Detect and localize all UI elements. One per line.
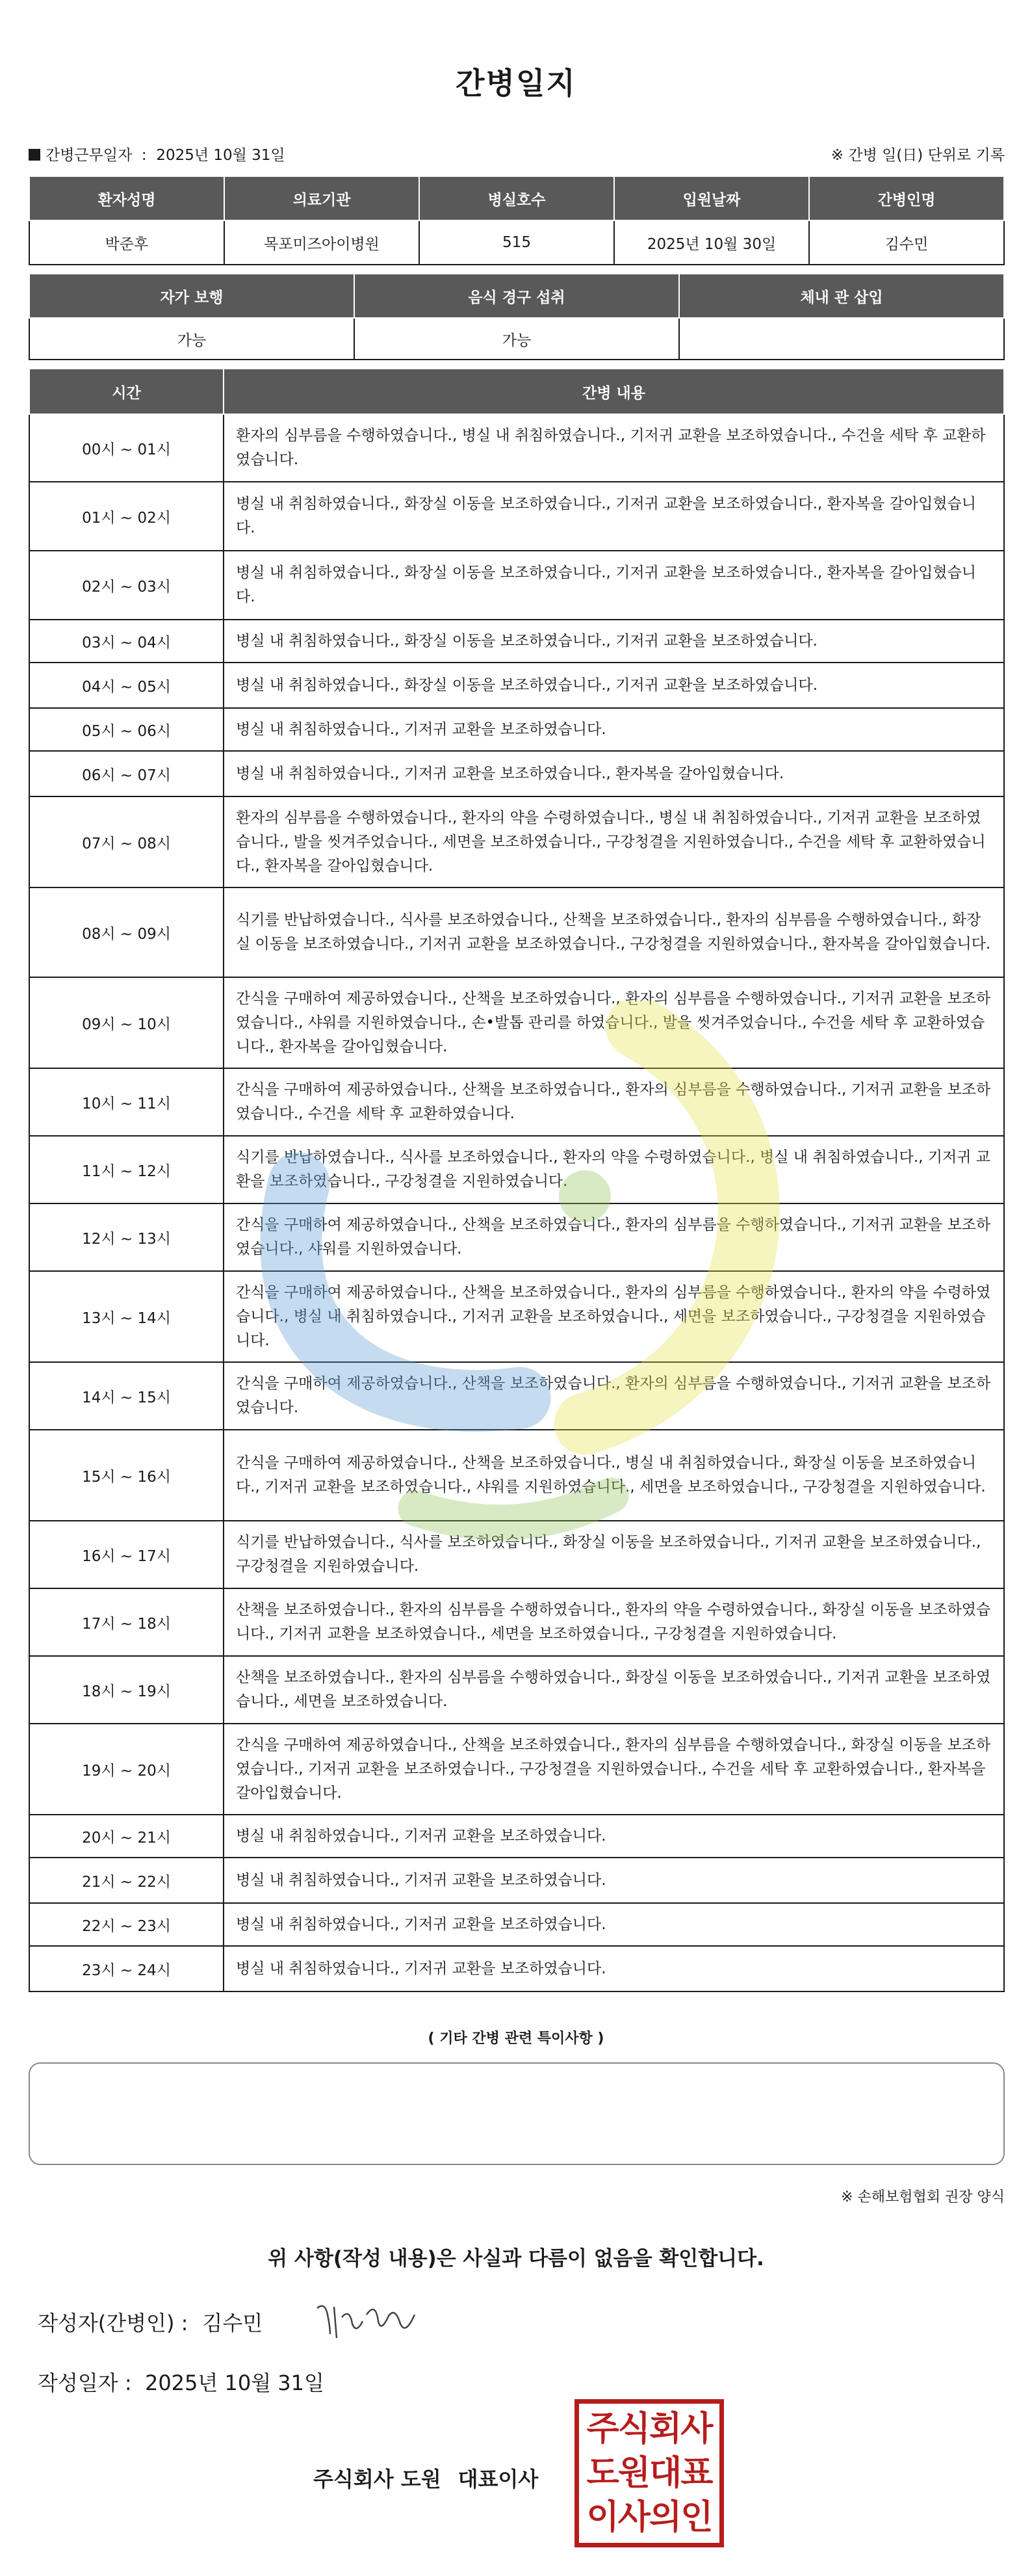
care-log-content: 병실 내 취침하였습니다., 화장실 이동을 보조하였습니다., 기저귀 교환을 보조하였습니다., 환자복을 갈아입혔습니다. [224, 482, 1004, 551]
care-log-time: 04시 ~ 05시 [29, 663, 224, 708]
care-log-row [29, 977, 1004, 1068]
writer-label: 작성자(간병인) : [38, 2311, 188, 2335]
care-log-time: 17시 ~ 18시 [29, 1588, 224, 1656]
care-log-content: 병실 내 취침하였습니다., 화장실 이동을 보조하였습니다., 기저귀 교환을 보조하였습니다. [224, 620, 1004, 663]
care-log-content: 병실 내 취침하였습니다., 기저귀 교환을 보조하였습니다. [224, 1946, 1004, 1991]
written-date-row [38, 2367, 324, 2397]
patient-info-table [29, 176, 1005, 265]
care-log-time: 08시 ~ 09시 [29, 887, 224, 977]
care-log-time: 10시 ~ 11시 [29, 1068, 224, 1136]
care-log-row [29, 708, 1004, 751]
header-time: 시간 [29, 369, 224, 414]
header-admission-date: 입원날짜 [614, 176, 809, 220]
care-log-row [29, 1815, 1004, 1858]
care-log-time: 18시 ~ 19시 [29, 1656, 224, 1724]
work-date-label: 간병근무일자 [45, 147, 133, 164]
unit-note: ※ 간병 일(日) 단위로 기록 [831, 147, 1005, 164]
care-log-row [29, 1588, 1004, 1656]
written-date-label: 작성일자 : [38, 2371, 132, 2395]
care-log-row [29, 1136, 1004, 1203]
care-log-time: 11시 ~ 12시 [29, 1136, 224, 1203]
care-log-row [29, 1521, 1004, 1588]
written-date-value: 2025년 10월 31일 [144, 2371, 324, 2395]
care-log-row [29, 1946, 1004, 1991]
care-log-time: 16시 ~ 17시 [29, 1521, 224, 1588]
care-log-row [29, 1724, 1004, 1815]
care-log-body [29, 414, 1004, 1991]
confirmation-statement: 위 사항(작성 내용)은 사실과 다름이 없음을 확인합니다. [268, 2247, 764, 2270]
care-log-row [29, 1656, 1004, 1724]
company-title: 대표이사 [458, 2467, 539, 2491]
header-hospital: 의료기관 [224, 176, 419, 220]
care-log-time: 21시 ~ 22시 [29, 1858, 224, 1903]
care-log-content: 환자의 심부름을 수행하였습니다., 병실 내 취침하였습니다., 기저귀 교환을 보조하였습니다., 수건을 세탁 후 교환하였습니다. [224, 414, 1004, 482]
header-patient-name: 환자성명 [29, 176, 224, 220]
writer-row [38, 2307, 263, 2337]
care-log-content: 병실 내 취침하였습니다., 화장실 이동을 보조하였습니다., 기저귀 교환을 보조하였습니다. [224, 663, 1004, 708]
writer-name: 김수민 [202, 2311, 263, 2335]
care-log-row [29, 1203, 1004, 1271]
care-log-time: 19시 ~ 20시 [29, 1724, 224, 1815]
header-room: 병실호수 [419, 176, 614, 220]
care-log-content: 병실 내 취침하였습니다., 기저귀 교환을 보조하였습니다. [224, 1903, 1004, 1946]
care-log-time: 07시 ~ 08시 [29, 796, 224, 887]
special-notes-title: ( 기타 간병 관련 특이사항 ) [428, 2031, 604, 2047]
care-log-content: 산책을 보조하였습니다., 환자의 심부름을 수행하였습니다., 환자의 약을 수령하였습니다., 화장실 이동을 보조하였습니다., 기저귀 교환을 보조하였습니다., 세면을 보조하였습니다., 구강청결을 지원하였습니다. [224, 1588, 1004, 1656]
self-walking-value: 가능 [29, 318, 354, 360]
care-log-time: 09시 ~ 10시 [29, 977, 224, 1068]
care-log-time: 00시 ~ 01시 [29, 414, 224, 482]
tube-insertion-value [679, 318, 1004, 360]
seal-line: 주식회사 [586, 2410, 712, 2449]
seal-line: 도원대표 [586, 2454, 712, 2493]
care-log-time: 03시 ~ 04시 [29, 620, 224, 663]
patient-name: 박준후 [29, 220, 224, 265]
work-date-value: 2025년 10월 31일 [156, 147, 285, 164]
header-oral-intake: 음식 경구 섭취 [354, 274, 679, 318]
care-log-row [29, 796, 1004, 887]
handwritten-signature-icon [311, 2295, 428, 2347]
status-header-row [29, 274, 1004, 318]
care-log-row [29, 1068, 1004, 1136]
care-log-row [29, 620, 1004, 663]
care-log-header-row [29, 369, 1004, 414]
care-log-time: 20시 ~ 21시 [29, 1815, 224, 1858]
square-bullet-icon [29, 149, 40, 161]
care-log-row [29, 1271, 1004, 1362]
care-log-content: 병실 내 취침하였습니다., 기저귀 교환을 보조하였습니다. [224, 708, 1004, 751]
care-log-content: 식기를 반납하였습니다., 식사를 보조하였습니다., 환자의 약을 수령하였습니다., 병실 내 취침하였습니다., 기저귀 교환을 보조하였습니다., 구강청결을 지원하였습니다. [224, 1136, 1004, 1203]
oral-intake-value: 가능 [354, 318, 679, 360]
care-log-row [29, 1430, 1004, 1521]
hospital-name: 목포미즈아이병원 [224, 220, 419, 265]
care-log-content: 간식을 구매하여 제공하였습니다., 산책을 보조하였습니다., 병실 내 취침하였습니다., 화장실 이동을 보조하였습니다., 기저귀 교환을 보조하였습니다., 샤워를 지원하였습니다., 세면을 보조하였습니다., 구강청결을 지원하였습니다. [224, 1430, 1004, 1521]
care-log-row [29, 663, 1004, 708]
care-log-content: 병실 내 취침하였습니다., 기저귀 교환을 보조하였습니다., 환자복을 갈아입혔습니다. [224, 751, 1004, 796]
care-log-time: 12시 ~ 13시 [29, 1203, 224, 1271]
care-log-row [29, 414, 1004, 482]
care-log-time: 22시 ~ 23시 [29, 1903, 224, 1946]
care-log-time: 01시 ~ 02시 [29, 482, 224, 551]
patient-info-header-row [29, 176, 1004, 220]
care-log-table [29, 368, 1005, 1992]
special-notes-box [29, 2062, 1005, 2165]
seal-line: 이사의인 [586, 2498, 712, 2537]
care-log-content: 병실 내 취침하였습니다., 화장실 이동을 보조하였습니다., 기저귀 교환을 보조하였습니다., 환자복을 갈아입혔습니다. [224, 551, 1004, 620]
admission-date: 2025년 10월 30일 [614, 220, 809, 265]
recommendation-note: ※ 손해보험협회 권장 양식 [841, 2189, 1005, 2205]
room-number: 515 [419, 220, 614, 265]
care-log-row [29, 751, 1004, 796]
care-log-time: 02시 ~ 03시 [29, 551, 224, 620]
care-log-content: 간식을 구매하여 제공하였습니다., 산책을 보조하였습니다., 환자의 심부름을 수행하였습니다., 환자의 약을 수령하였습니다., 병실 내 취침하였습니다., 기저귀 교환을 보조하였습니다., 세면을 보조하였습니다., 구강청결을 지원하였습니다. [224, 1271, 1004, 1362]
care-log-row [29, 1362, 1004, 1430]
care-log-row [29, 551, 1004, 620]
care-log-content: 간식을 구매하여 제공하였습니다., 산책을 보조하였습니다., 환자의 심부름을 수행하였습니다., 화장실 이동을 보조하였습니다., 기저귀 교환을 보조하였습니다., 구강청결을 지원하였습니다., 수건을 세탁 후 교환하였습니다., 환자복을 갈아입혔습니다. [224, 1724, 1004, 1815]
care-log-time: 15시 ~ 16시 [29, 1430, 224, 1521]
header-caregiver: 간병인명 [809, 176, 1004, 220]
header-care-content: 간병 내용 [224, 369, 1004, 414]
header-tube-insertion: 체내 관 삽입 [679, 274, 1004, 318]
patient-info-value-row [29, 220, 1004, 265]
care-log-row [29, 482, 1004, 551]
care-log-content: 식기를 반납하였습니다., 식사를 보조하였습니다., 산책을 보조하였습니다., 환자의 심부름을 수행하였습니다., 화장실 이동을 보조하였습니다., 기저귀 교환을 보조하였습니다., 구강청결을 지원하였습니다., 환자복을 갈아입혔습니다. [224, 887, 1004, 977]
care-log-time: 14시 ~ 15시 [29, 1362, 224, 1430]
care-log-content: 간식을 구매하여 제공하였습니다., 산책을 보조하였습니다., 환자의 심부름을 수행하였습니다., 기저귀 교환을 보조하였습니다., 샤워를 지원하였습니다. [224, 1203, 1004, 1271]
care-log-content: 병실 내 취침하였습니다., 기저귀 교환을 보조하였습니다. [224, 1815, 1004, 1858]
care-log-row [29, 1903, 1004, 1946]
care-log-content: 간식을 구매하여 제공하였습니다., 산책을 보조하였습니다., 환자의 심부름을 수행하였습니다., 기저귀 교환을 보조하였습니다. [224, 1362, 1004, 1430]
care-log-content: 산책을 보조하였습니다., 환자의 심부름을 수행하였습니다., 화장실 이동을 보조하였습니다., 기저귀 교환을 보조하였습니다., 세면을 보조하였습니다. [224, 1656, 1004, 1724]
status-value-row [29, 318, 1004, 360]
company-name: 주식회사 도원 [313, 2467, 441, 2491]
care-log-row [29, 887, 1004, 977]
care-log-content: 간식을 구매하여 제공하였습니다., 산책을 보조하였습니다., 환자의 심부름을 수행하였습니다., 기저귀 교환을 보조하였습니다., 샤워를 지원하였습니다., 손•발톱 관리를 하였습니다., 발을 씻겨주었습니다., 수건을 세탁 후 교환하였습니다., 환자복을 갈아입혔습니다. [224, 977, 1004, 1068]
care-log-content: 병실 내 취침하였습니다., 기저귀 교환을 보조하였습니다. [224, 1858, 1004, 1903]
company-row [313, 2463, 538, 2493]
page-title: 간병일지 [456, 66, 576, 101]
care-log-row [29, 1858, 1004, 1903]
care-log-time: 05시 ~ 06시 [29, 708, 224, 751]
care-log-time: 06시 ~ 07시 [29, 751, 224, 796]
care-log-time: 23시 ~ 24시 [29, 1946, 224, 1991]
care-log-content: 환자의 심부름을 수행하였습니다., 환자의 약을 수령하였습니다., 병실 내 취침하였습니다., 기저귀 교환을 보조하였습니다., 발을 씻겨주었습니다., 세면을 보조하였습니다., 구강청결을 지원하였습니다., 수건을 세탁 후 교환하였습니다., 환자복을 갈아입혔습니다. [224, 796, 1004, 887]
care-log-time: 13시 ~ 14시 [29, 1271, 224, 1362]
header-self-walking: 자가 보행 [29, 274, 354, 318]
caregiver-name: 김수민 [809, 220, 1004, 265]
work-date-row: 간병근무일자 : 2025년 10월 31일 [29, 143, 285, 164]
patient-status-table [29, 273, 1005, 360]
company-seal-stamp [574, 2399, 724, 2547]
care-log-content: 간식을 구매하여 제공하였습니다., 산책을 보조하였습니다., 환자의 심부름을 수행하였습니다., 기저귀 교환을 보조하였습니다., 수건을 세탁 후 교환하였습니다. [224, 1068, 1004, 1136]
care-log-content: 식기를 반납하였습니다., 식사를 보조하였습니다., 화장실 이동을 보조하였습니다., 기저귀 교환을 보조하였습니다., 구강청결을 지원하였습니다. [224, 1521, 1004, 1588]
